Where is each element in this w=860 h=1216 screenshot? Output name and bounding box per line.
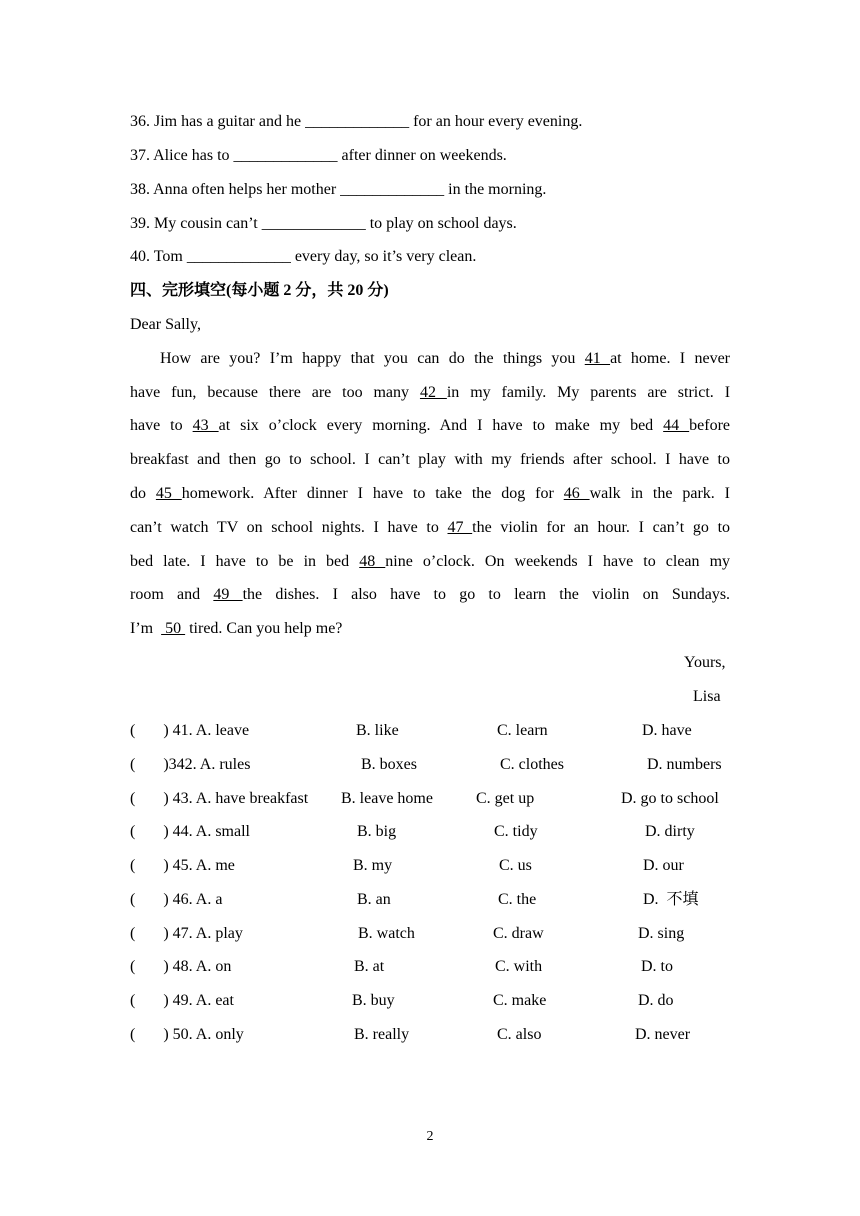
passage-line-9: I’m 50 tired. Can you help me? [130,620,343,637]
passage-line-1: How are you? I’m happy that you can do the things you 41 at home. I never [160,350,730,367]
letter-closing: Yours, [684,654,726,671]
passage-line-3: have to 43 at six o’clock every morning. And I have to make my bed 44 before [130,417,731,434]
blank-48: 48 [359,553,386,570]
passage-line-4: breakfast and then go to school. I can’t play with my friends after school. I have to [130,451,730,468]
blank-42: 42 [419,384,447,401]
blank-45: 45 [155,485,182,502]
blank-46: 46 [563,485,590,502]
question-40: 40. Tom _____________ every day, so it’s very clean. [130,248,477,265]
blank-43: 43 [192,417,219,434]
passage-line-8: room and 49 the dishes. I also have to go to learn the violin on Sundays. [130,586,731,603]
passage-line-6: can’t watch TV on school nights. I have to 47 the violin for an hour. I can’t go to [130,519,731,536]
section-title: 四、完形填空(每小题 2 分，共 20 分) [130,282,389,299]
blank-41: 41 [584,350,611,367]
question-36: 36. Jim has a guitar and he _____________ for an hour every evening. [130,113,583,130]
blank-47: 47 [447,519,473,536]
question-38: 38. Anna often helps her mother _____________ in the morning. [130,181,547,198]
passage-line-2: have fun, because there are too many 42 in my family. My parents are strict. I [130,384,731,401]
question-39: 39. My cousin can’t _____________ to play on school days. [130,215,517,232]
letter-greeting: Dear Sally, [130,316,201,333]
page-number: 2 [426,1129,434,1144]
blank-44: 44 [663,417,690,434]
passage-line-7: bed late. I have to be in bed 48 nine o’clock. On weekends I have to clean my [130,553,731,570]
passage-line-5: do 45 homework. After dinner I have to take the dog for 46 walk in the park. I [130,485,730,502]
question-37: 37. Alice has to _____________ after dinner on weekends. [130,147,507,164]
blank-49: 49 [213,586,243,603]
blank-50: 50 [161,620,186,637]
letter-signature: Lisa [693,688,721,705]
